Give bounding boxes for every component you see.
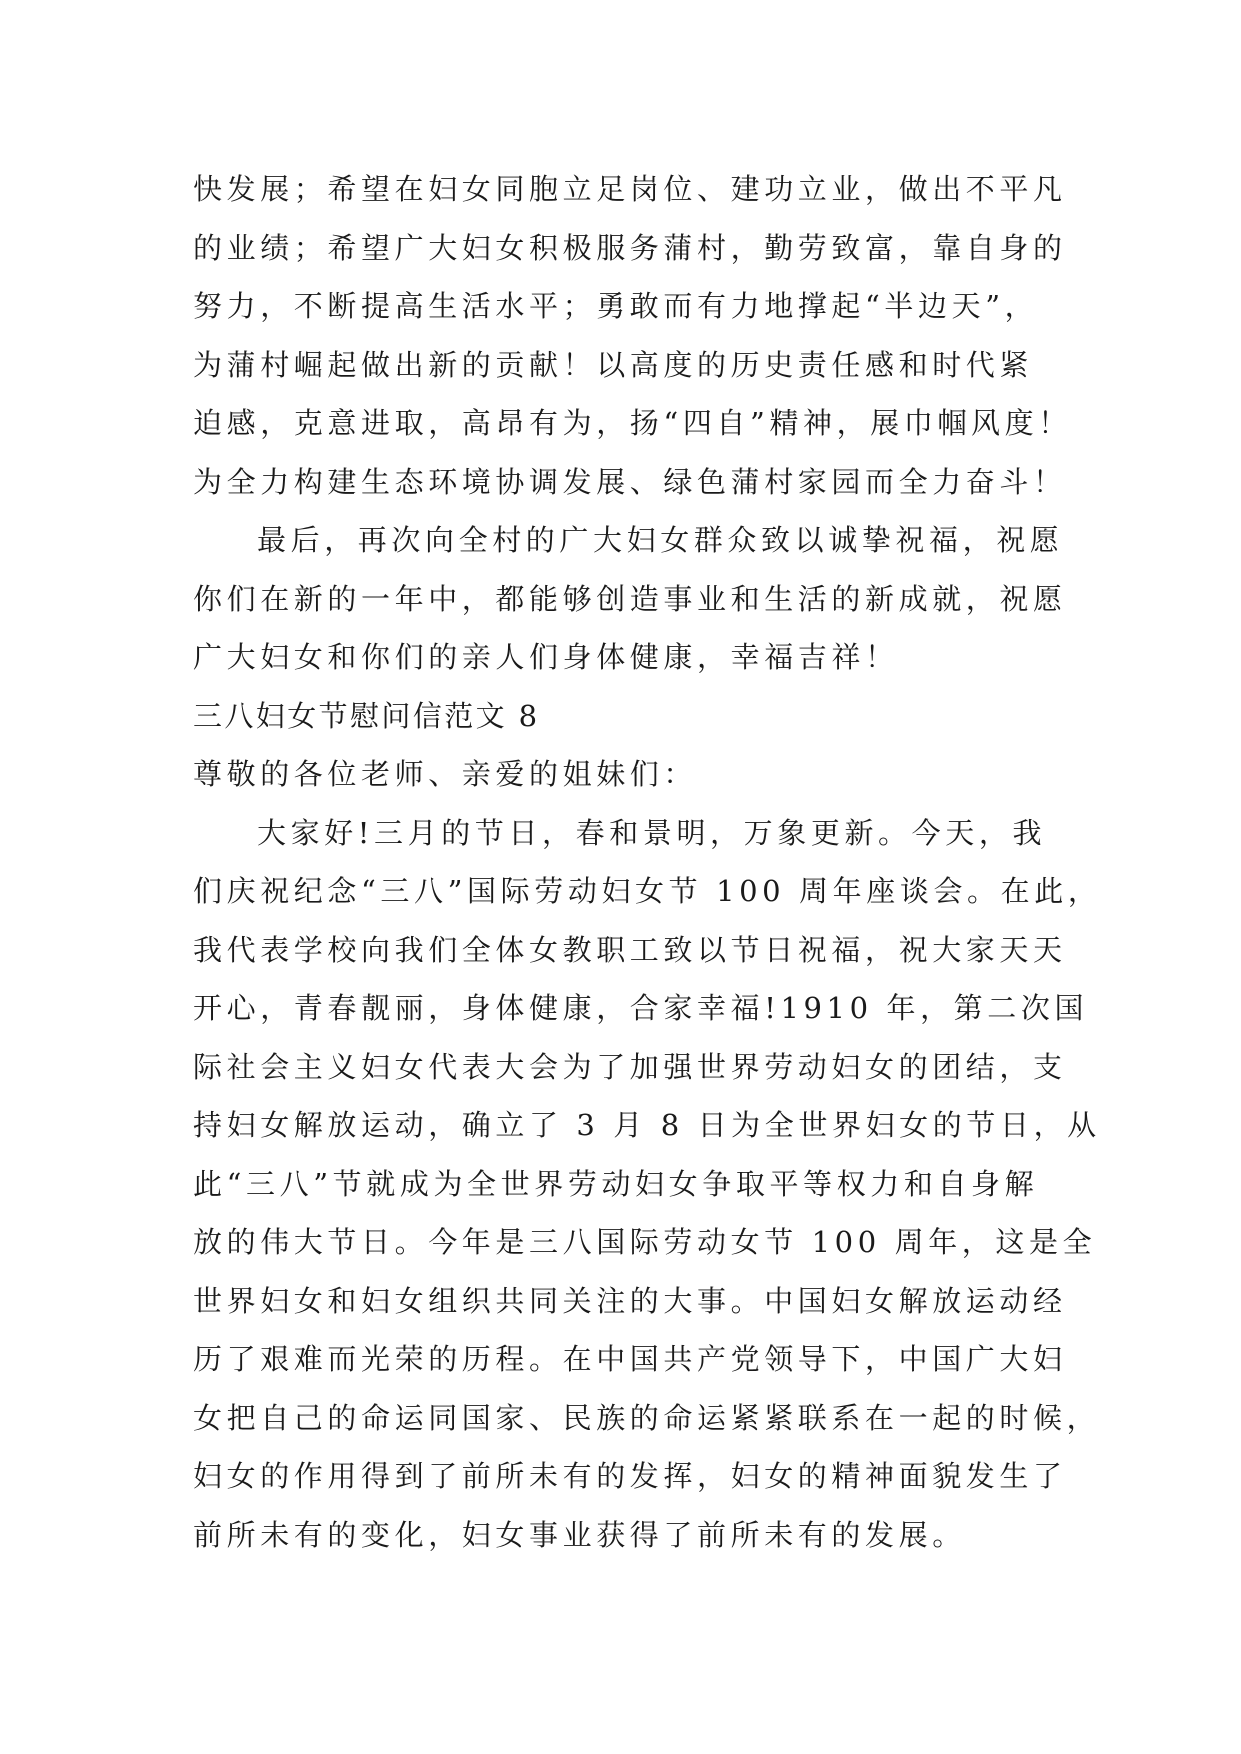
- text-line: 此“三八”节就成为全世界劳动妇女争取平等权力和自身解: [193, 1166, 1039, 1201]
- text-line: 最后，再次向全村的广大妇女群众致以诚挚祝福，祝愿: [257, 523, 1064, 557]
- text-line: 女把自己的命运同国家、民族的命运紧紧联系在一起的时候，: [193, 1400, 1101, 1435]
- text-line: 你们在新的一年中，都能够创造事业和生活的新成就，祝愿: [193, 581, 1067, 616]
- text-line: 开心，青春靓丽，身体健康，合家幸福!1910 年，第二次国: [193, 991, 1089, 1025]
- text-line: 我代表学校向我们全体女教职工致以节日祝福，祝大家天天: [193, 932, 1067, 967]
- text-line: 广大妇女和你们的亲人们身体健康，幸福吉祥！: [193, 640, 899, 674]
- text-line: 为全力构建生态环境协调发展、绿色蒲村家园而全力奋斗！: [193, 464, 1067, 499]
- section-heading: 三八妇女节慰问信范文 8: [193, 698, 540, 733]
- text-line: 妇女的作用得到了前所未有的发挥，妇女的精神面貌发生了: [193, 1459, 1067, 1493]
- text-line: 尊敬的各位老师、亲爱的姐妹们：: [193, 757, 698, 791]
- text-line: 前所未有的变化，妇女事业获得了前所未有的发展。: [193, 1517, 966, 1552]
- text-line: 为蒲村崛起做出新的贡献！以高度的历史责任感和时代紧: [193, 347, 1034, 382]
- text-line: 们庆祝纪念“三八”国际劳动妇女节 100 周年座谈会。在此，: [193, 874, 1102, 908]
- text-line: 际社会主义妇女代表大会为了加强世界劳动妇女的团结，支: [193, 1049, 1067, 1084]
- text-line: 世界妇女和妇女组织共同关注的大事。中国妇女解放运动经: [193, 1283, 1067, 1318]
- text-line: 历了艰难而光荣的历程。在中国共产党领导下，中国广大妇: [193, 1342, 1067, 1376]
- text-line: 的业绩；希望广大妇女积极服务蒲村，勤劳致富，靠自身的: [193, 230, 1067, 265]
- text-line: 快发展；希望在妇女同胞立足岗位、建功立业，做出不平凡: [193, 172, 1067, 206]
- text-line: 大家好!三月的节日，春和景明，万象更新。今天，我: [257, 815, 1047, 850]
- text-line: 迫感，克意进取，高昂有为，扬“四自”精神，展巾帼风度！: [193, 406, 1072, 440]
- document-body: [193, 160, 1102, 1564]
- text-line: 努力，不断提高生活水平；勇敢而有力地撑起“半边天”，: [193, 289, 1039, 323]
- text-line: 放的伟大节日。今年是三八国际劳动女节 100 周年，这是全: [193, 1225, 1097, 1259]
- text-line: 持妇女解放运动，确立了 3 月 8 日为全世界妇女的节日，从: [193, 1108, 1101, 1142]
